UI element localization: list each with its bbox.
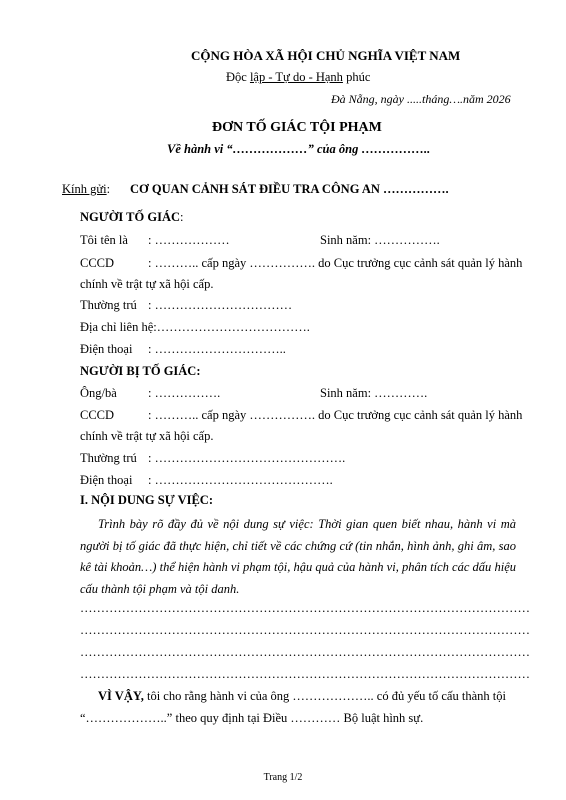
date-line: Đà Nẵng, ngày .....tháng….năm 2026 bbox=[331, 92, 511, 106]
reporter-name-label: Tôi tên là bbox=[80, 233, 128, 247]
reporter-heading-colon: : bbox=[180, 210, 184, 224]
blank-line-1[interactable]: ……………………………………………………………………………………………… bbox=[80, 601, 530, 615]
accused-id-value: : ……….. cấp ngày ……………. do Cục trưởng cục cảnh sát quản lý hành bbox=[148, 408, 523, 422]
conclusion-line-1 bbox=[98, 689, 506, 704]
reporter-phone-value: : ………………………….. bbox=[148, 342, 286, 356]
reporter-id-label: CCCD bbox=[80, 256, 115, 270]
national-motto bbox=[226, 70, 370, 85]
accused-name-value: : ……………. bbox=[148, 386, 221, 400]
conclusion-bold: VÌ VẬY, bbox=[98, 689, 144, 703]
reporter-heading bbox=[80, 210, 184, 225]
reporter-heading-text: NGƯỜI TỐ GIÁC bbox=[80, 210, 181, 224]
reporter-id-value: : ……….. cấp ngày ……………. do Cục trưởng cục cảnh sát quản lý hành bbox=[148, 256, 523, 270]
recipient-value: CƠ QUAN CẢNH SÁT ĐIỀU TRA CÔNG AN ……………. bbox=[130, 182, 449, 196]
section-content-heading: I. NỘI DUNG SỰ VIỆC: bbox=[80, 493, 214, 507]
accused-name-label: Ông/bà bbox=[80, 386, 117, 400]
reporter-phone-label: Điện thoại bbox=[80, 342, 133, 356]
motto-part-1: Độc bbox=[226, 70, 250, 84]
accused-residence-label: Thường trú bbox=[80, 451, 137, 465]
blank-line-2[interactable]: ……………………………………………………………………………………………… bbox=[80, 623, 530, 637]
national-title: CỘNG HÒA XÃ HỘI CHỦ NGHĨA VIỆT NAM bbox=[191, 48, 461, 63]
accused-phone-label: Điện thoại bbox=[80, 473, 133, 487]
page-number: Trang 1/2 bbox=[263, 772, 303, 783]
accused-heading: NGƯỜI BỊ TỐ GIÁC: bbox=[80, 364, 201, 378]
recipient-label-text: Kính gửi bbox=[62, 182, 107, 196]
blank-line-3[interactable]: ……………………………………………………………………………………………… bbox=[80, 645, 530, 659]
reporter-birth-year: Sinh năm: ……………. bbox=[320, 233, 440, 247]
document-subtitle: Về hành vi “………………” của ông …………….. bbox=[167, 142, 431, 156]
accused-residence-value: : ………………………………………. bbox=[148, 451, 346, 465]
recipient-label bbox=[62, 182, 110, 197]
conclusion-text-1: tôi cho rằng hành vi của ông ……………….. có đủ yếu tố cấu thành tội bbox=[143, 689, 506, 703]
conclusion-line-2: “………………..” theo quy định tại Điều ………… Bộ luật hình sự. bbox=[80, 711, 424, 725]
reporter-id-wrap: chính về trật tự xã hội cấp. bbox=[80, 277, 214, 291]
document-title: ĐƠN TỐ GIÁC TỘI PHẠM bbox=[212, 120, 382, 135]
reporter-residence-value: : …………………………… bbox=[148, 298, 293, 312]
motto-part-3: phúc bbox=[342, 70, 371, 84]
content-instructions: Trình bày rõ đầy đủ về nội dung sự việc: Thời gian quen biết nhau, hành vi mà người bị tố giác đã thực hiện, chỉ tiết về các chứng cứ (tin nhắn, hình ảnh, ghi âm, sao kê tài khoản…) thể hiện hành vi phạm tội, hậu quả của hành vi, phân tích các dấu hiệu cấu thành tội phạm và tội danh. bbox=[80, 517, 516, 596]
accused-id-label: CCCD bbox=[80, 408, 115, 422]
reporter-residence-label: Thường trú bbox=[80, 298, 137, 312]
reporter-name-value: : ……………… bbox=[148, 233, 230, 247]
reporter-contact-address: Địa chỉ liên hệ:………………………………. bbox=[80, 320, 310, 334]
accused-birth-year: Sinh năm: …………. bbox=[320, 386, 428, 400]
motto-part-2: lập - Tự do - Hạnh bbox=[249, 70, 343, 84]
accused-id-wrap: chính về trật tự xã hội cấp. bbox=[80, 429, 214, 443]
recipient-label-colon: : bbox=[106, 182, 111, 196]
accused-phone-value: : ……………………………………. bbox=[148, 473, 333, 487]
blank-line-4[interactable]: ……………………………………………………………………………………………… bbox=[80, 667, 530, 681]
